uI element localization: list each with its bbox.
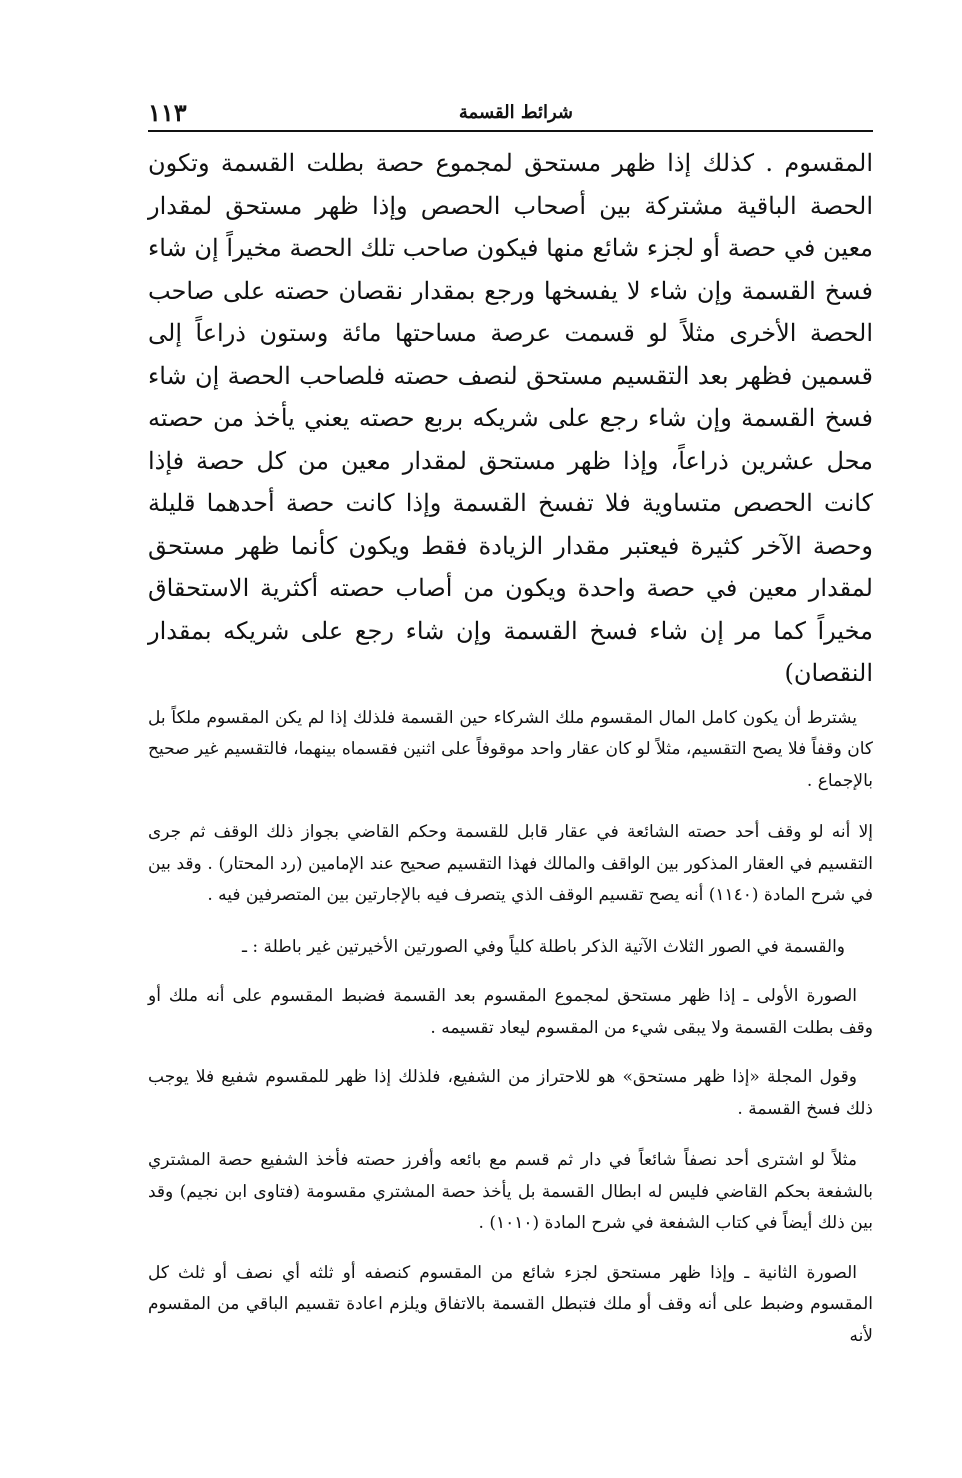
commentary-paragraph-2: إلا أنه لو وقف أحد حصته الشائعة في عقار قابل للقسمة وحكم القاضي بجواز ذلك الوقف ثم جرى التقسيم في العقار المذكور بين الواقف والمالك فهذا التقسيم صحيح عند الإمامين (رد المحتار) . وقد بين في شرح المادة (١١٤٠) أنه يصح تقسيم الوقف الذي يتصرف فيه بالإجارتين بين المتصرفين فيه . xyxy=(148,822,873,905)
commentary-paragraph-6: مثلاً لو اشترى أحد نصفاً شائعاً في دار ثم قسم مع بائعه وأفرز حصته فأخذ الشفيع حصة المشتري بالشفعة بحكم القاضي فليس له ابطال القسمة بل يأخذ حصة المشتري مقسومة (فتاوى ابن نجيم) وقد بين ذلك أيضاً في كتاب الشفعة في شرح المادة (١٠١٠) . xyxy=(148,1150,873,1233)
main-text-block xyxy=(148,142,873,695)
page-header xyxy=(148,98,873,128)
commentary-paragraph-7: الصورة الثانية ـ وإذا ظهر مستحق لجزء شائع من المقسوم كنصفه أو ثلثه أي نصف أو ثلث كل المقسوم وضبط على أنه وقف أو ملك فتبطل القسمة بالاتفاق ويلزم اعادة تقسيم الباقي من المقسوم لأنه xyxy=(148,1262,873,1346)
commentary-paragraph-3: والقسمة في الصور الثلاث الآتية الذكر باطلة كلياً وفي الصورتين الأخيرتين غير باطلة : ـ xyxy=(242,936,845,957)
page-number: ١١٣ xyxy=(148,98,187,127)
running-title: شرائط القسمة xyxy=(458,102,573,123)
book-page xyxy=(148,98,873,1372)
commentary-block xyxy=(148,703,873,1353)
header-rule xyxy=(148,130,873,132)
commentary-paragraph-1: يشترط أن يكون كامل المال المقسوم ملك الشركاء حين القسمة فلذلك إذا لم يكن المقسوم ملكاً بل كان وقفاً فلا يصح التقسيم، مثلاً لو كان عقار واحد موقوفاً على اثنين فقسماه بينهما، فالتقسيم غير صحيح بالإجماع . xyxy=(148,707,873,791)
commentary-paragraph-4: الصورة الأولى ـ إذا ظهر مستحق لمجموع المقسوم بعد القسمة فضبط المقسوم على أنه ملك أو وقف بطلت القسمة ولا يبقى شيء من المقسوم ليعاد تقسيمه . xyxy=(148,986,873,1038)
commentary-paragraph-5: وقول المجلة «إذا ظهر مستحق» هو للاحتراز من الشفيع، فلذلك إذا ظهر للمقسوم شفيع فلا يوجب ذلك فسخ القسمة . xyxy=(148,1067,873,1119)
main-paragraph: المقسوم . كذلك إذا ظهر مستحق لمجموع حصة بطلت القسمة وتكون الحصة الباقية مشتركة بين أصحاب الحصص وإذا ظهر مستحق لمقدار معين في حصة أو لجزء شائع منها فيكون صاحب تلك الحصة مخيراً إن شاء فسخ القسمة وإن شاء لا يفسخها ورجع بمقدار نقصان حصته على صاحب الحصة الأخرى مثلاً لو قسمت عرصة مساحتها مائة وستون ذراعاً إلى قسمين فظهر بعد التقسيم مستحق لنصف حصته فلصاحب الحصة إن شاء فسخ القسمة وإن شاء رجع على شريكه بربع حصته يعني يأخذ من حصته محل عشرين ذراعاً، وإذا ظهر مستحق لمقدار معين من كل حصة فإذا كانت الحصص متساوية فلا تفسخ القسمة وإذا كانت حصة أحدهما قليلة وحصة الآخر كثيرة فيعتبر مقدار الزيادة فقط ويكون كأنما ظهر مستحق لمقدار معين في حصة واحدة ويكون من أصاب حصته أكثرية الاستحقاق مخيراً كما مر إن شاء فسخ القسمة وإن شاء رجع على شريكه بمقدار النقصان) xyxy=(148,149,874,687)
